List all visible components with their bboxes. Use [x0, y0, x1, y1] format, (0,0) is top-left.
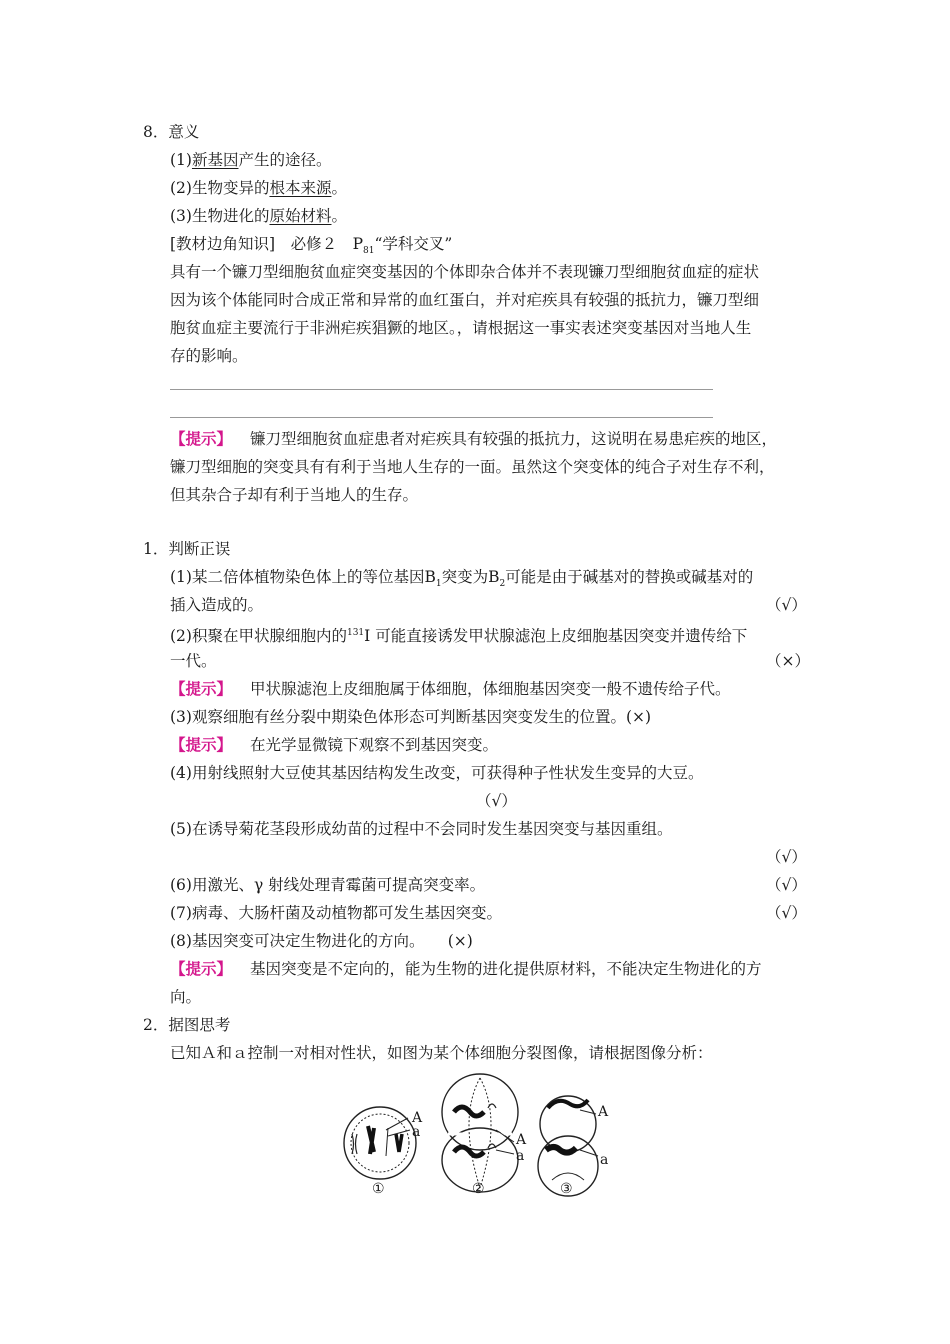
judge-item-1: [170, 566, 753, 595]
judge-item-8: (8)基因突变可决定生物进化的方向。 (×): [170, 932, 473, 950]
item-text: (3)生物进化的: [170, 207, 270, 225]
page-subscript: 81: [363, 246, 375, 257]
item-text: I 可能直接诱发甲状腺滤泡上皮细胞基因突变并遗传给下: [364, 627, 748, 646]
item-text: 突变为B: [441, 568, 500, 586]
subscript: 2: [499, 579, 506, 590]
answer-blank-line: [170, 417, 713, 418]
hint-label: 【提示】: [170, 959, 233, 978]
judge-mark: （√）: [476, 792, 517, 810]
question-2-heading: 2．据图思考: [143, 1016, 231, 1034]
cell-2: [442, 1074, 518, 1192]
figure-caption-3: ③: [560, 1181, 573, 1197]
underlined-answer: 新基因: [191, 151, 239, 169]
hint-text: 在光学显微镜下观察不到基因突变。: [250, 736, 499, 754]
question-2-text: 已知Ａ和ａ控制一对相对性状，如图为某个体细胞分裂图像，请根据图像分析：: [170, 1044, 713, 1062]
answer-blank-line: [170, 389, 713, 390]
item-text: (2)生物变异的: [170, 179, 270, 197]
corner-paragraph-line: 具有一个镰刀型细胞贫血症突变基因的个体即杂合体并不表现镰刀型细胞贫血症的症状: [170, 263, 760, 281]
judge-item-2: [170, 622, 747, 647]
corner-text: “学科交叉”: [374, 235, 453, 253]
judge-item-6: (6)用激光、γ 射线处理青霉菌可提高突变率。: [170, 876, 486, 894]
item-text: (1)某二倍体植物染色体上的等位基因B: [170, 568, 436, 586]
judge-item-5: (5)在诱导菊花茎段形成幼苗的过程中不会同时发生基因突变与基因重组。: [170, 820, 673, 838]
judge-mark: （√）: [766, 904, 807, 922]
corner-paragraph-line: 因为该个体能同时合成正常和异常的血红蛋白，并对疟疾具有较强的抵抗力，镰刀型细: [170, 291, 760, 309]
underlined-answer: 根本来源: [269, 179, 332, 197]
section-8-item-1: [170, 149, 332, 171]
hint-label: 【提示】: [170, 735, 233, 754]
judge-item-4: (4)用射线照射大豆使其基因结构发生改变，可获得种子性状发生变异的大豆。: [170, 764, 704, 782]
textbook-corner-label: [170, 233, 452, 262]
item-text: 产生的途径。: [238, 151, 332, 169]
section-8-item-3: [170, 205, 347, 227]
hint-text: 镰刀型细胞贫血症患者对疟疾具有较强的抵抗力，这说明在易患疟疾的地区，: [250, 430, 778, 448]
allele-label-A: A: [412, 1110, 423, 1126]
section-8-item-2: [170, 177, 347, 199]
judge-item-7: (7)病毒、大肠杆菌及动植物都可发生基因突变。: [170, 904, 502, 922]
judge-item-3: (3)观察细胞有丝分裂中期染色体形态可判断基因突变发生的位置。(×): [170, 708, 652, 726]
allele-label-A: A: [516, 1132, 527, 1148]
judge-item-2-line2: 一代。: [170, 652, 217, 670]
allele-label-a: a: [516, 1148, 525, 1164]
corner-paragraph-line: 胞贫血症主要流行于非洲疟疾猖獗的地区。，请根据这一事实表述突变基因对当地人生: [170, 319, 752, 337]
underlined-answer: 原始材料: [269, 207, 332, 225]
item-text: 。: [331, 207, 347, 225]
subscript: 1: [435, 579, 442, 590]
hint-line: [170, 958, 762, 980]
judge-mark: （√）: [766, 848, 807, 866]
superscript: 131: [346, 628, 365, 638]
hint-line: [170, 428, 777, 450]
cell-1: [344, 1107, 416, 1179]
judge-mark: （×）: [766, 652, 810, 670]
allele-label-a: a: [600, 1152, 609, 1168]
hint-line: 向。: [170, 988, 202, 1006]
corner-paragraph-line: 存的影响。: [170, 347, 248, 365]
hint-line: [170, 678, 731, 700]
item-text: 可能是由于碱基对的替换或碱基对的: [505, 568, 754, 586]
hint-label: 【提示】: [170, 429, 233, 448]
hint-line: 镰刀型细胞的突变具有有利于当地人生存的一面。虽然这个突变体的纯合子对生存不利，: [170, 458, 775, 476]
item-text: (2)积聚在甲状腺细胞内的: [170, 627, 347, 646]
judge-mark: （√）: [766, 876, 807, 894]
judge-mark: （√）: [766, 596, 807, 614]
item-text: 。: [331, 179, 347, 197]
hint-label: 【提示】: [170, 679, 233, 698]
hint-line: [170, 734, 498, 756]
figure-caption-1: ①: [372, 1181, 385, 1197]
item-text: (1): [170, 151, 192, 169]
hint-line: 但其杂合子却有利于当地人的生存。: [170, 486, 419, 504]
allele-label-A: A: [598, 1104, 609, 1120]
judge-item-1-line2: 插入造成的。: [170, 596, 264, 614]
hint-text: 基因突变是不定向的，能为生物的进化提供原材料，不能决定生物进化的方: [250, 960, 762, 978]
figure-caption-2: ②: [472, 1181, 485, 1197]
cell-division-figure: [330, 1068, 630, 1198]
cell-division-drawing: [330, 1068, 630, 1198]
question-1-heading: 1．判断正误: [143, 540, 231, 558]
section-8-heading: 8．意义: [143, 123, 200, 141]
hint-text: 甲状腺滤泡上皮细胞属于体细胞，体细胞基因突变一般不遗传给子代。: [250, 680, 731, 698]
allele-label-a: a: [412, 1124, 421, 1140]
corner-text: [教材边角知识] 必修２ P: [170, 235, 364, 253]
